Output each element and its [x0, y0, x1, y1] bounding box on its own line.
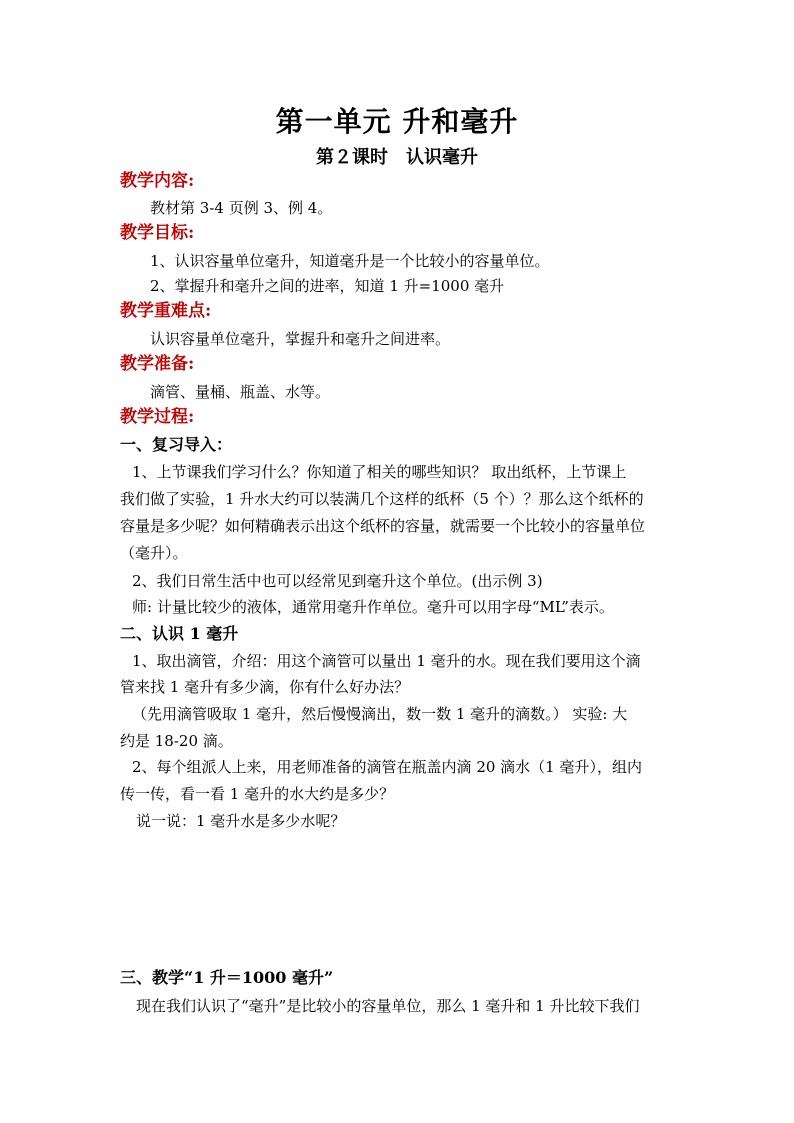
- paragraph-line: 我们做了实验，1 升水大约可以装满几个这样的纸杯（5 个）？那么这个纸杯的: [120, 490, 644, 508]
- lesson-subtitle: 第２课时 认识毫升: [316, 147, 478, 168]
- goal-item-1: 1、认识容量单位毫升，知道毫升是一个比较小的容量单位。: [150, 252, 550, 270]
- paragraph-line: 容量是多少呢？如何精确表示出这个纸杯的容量，就需要一个比较小的容量单位: [120, 517, 646, 535]
- paragraph-line: 说一说：1 毫升水是多少水呢？: [136, 812, 346, 830]
- paragraph-line: 传一传，看一看 1 毫升的水大约是多少？: [120, 785, 395, 803]
- preparation-text: 滴管、量桶、瓶盖、水等。: [150, 383, 331, 401]
- heading-teaching-process: 教学过程:: [120, 407, 195, 427]
- paragraph-line: 师: 计量比较少的液体，通常用毫升作单位。毫升可以用字母“ML”表示。: [132, 598, 614, 616]
- heading-key-points: 教学重难点:: [120, 301, 212, 321]
- goal-item-2: 2、掌握升和毫升之间的进率，知道 1 升=1000 毫升: [150, 277, 505, 295]
- heading-preparation: 教学准备:: [120, 354, 195, 374]
- paragraph-line: （先用滴管吸取 1 毫升，然后慢慢滴出，数一数 1 毫升的滴数。） 实验: 大: [132, 705, 628, 723]
- paragraph-line: 现在我们认识了“毫升”是比较小的容量单位，那么 1 毫升和 1 升比较下我们: [136, 997, 640, 1015]
- paragraph-line: 2、我们日常生活中也可以经常见到毫升这个单位。(出示例 3): [132, 572, 543, 590]
- paragraph-line: （毫升）。: [120, 544, 188, 562]
- teaching-content-text: 教材第 3-4 页例 3、例 4。: [150, 199, 333, 217]
- paragraph-line: 管来找 1 毫升有多少滴，你有什么好办法？: [120, 678, 410, 696]
- section-milliliter-heading: 二、认识 1 毫升: [120, 624, 239, 643]
- paragraph-line: 1、上节课我们学习什么？你知道了相关的哪些知识？ 取出纸杯，上节课上: [132, 463, 627, 481]
- heading-teaching-goals: 教学目标:: [120, 223, 195, 243]
- paragraph-line: 1、取出滴管，介绍：用这个滴管可以量出 1 毫升的水。现在我们要用这个滴: [132, 652, 641, 670]
- document-title: 第一单元 升和毫升: [275, 105, 519, 138]
- key-points-text: 认识容量单位毫升，掌握升和毫升之间进率。: [150, 330, 451, 348]
- heading-teaching-content: 教学内容:: [120, 171, 195, 191]
- section-conversion-heading: 三、教学“1 升＝1000 毫升”: [120, 968, 334, 987]
- paragraph-line: 约是 18-20 滴。: [120, 732, 233, 750]
- paragraph-line: 2、每个组派人上来，用老师准备的滴管在瓶盖内滴 20 滴水（1 毫升），组内: [132, 758, 642, 776]
- section-review-heading: 一、复习导入：: [120, 435, 233, 454]
